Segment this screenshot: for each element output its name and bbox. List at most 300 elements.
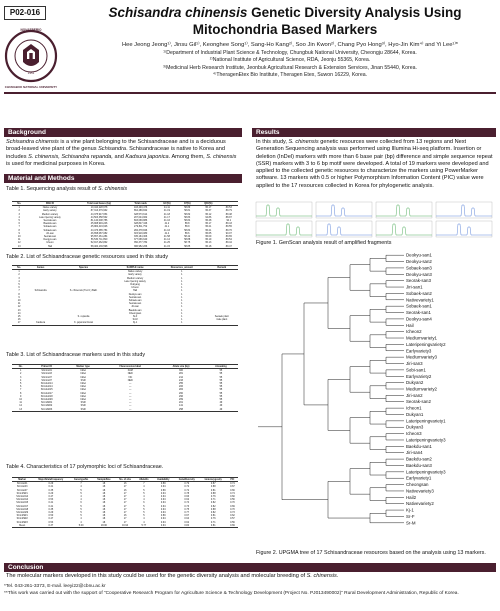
table-cell: 5.77 — [141, 523, 147, 527]
table-cell: 58.9 — [184, 225, 190, 229]
table-cell: 1 — [181, 305, 183, 309]
table-header-cell: Allele size (bp) — [172, 365, 190, 368]
table-cell: InDel — [80, 394, 86, 398]
tree-leaf-label: Sobi-san1 — [406, 367, 426, 373]
table-cell: 0.47 — [48, 517, 54, 521]
table-row — [12, 245, 238, 249]
table-cell: SCmitSR3 — [41, 407, 53, 411]
table-cell: 89.55 — [225, 225, 232, 229]
table-cell: 17 — [123, 495, 127, 499]
tree-leaf-label: Hail — [406, 322, 414, 328]
table-cell: 6 — [143, 501, 145, 505]
tree-leaf-label: Jiri-san1 — [406, 284, 423, 290]
table-cell: SCmito03 — [16, 485, 28, 489]
table-cell: 95.13 — [205, 241, 212, 245]
tree-leaf-label: Lateripeningvariety3 — [406, 437, 446, 443]
table-cell: 10 — [19, 398, 22, 402]
table-cell: 4 — [143, 485, 145, 489]
table-cell: 55 — [219, 375, 223, 379]
table-cell: 17 — [123, 501, 127, 505]
table-cell: 335,164,306 — [133, 235, 148, 239]
table-row — [12, 408, 238, 412]
table-cell: 95.37 — [205, 209, 212, 213]
table-cell: 45,908,949,246 — [90, 222, 108, 226]
table-cell: 10,444,228,678 — [90, 206, 108, 210]
text-span: is a vine plant belonging to the Schisandraceae and is a deciduous broad-leaved vine plant of the genus — [6, 139, 226, 153]
table-cell: InDel — [80, 385, 86, 389]
table-cell: 18 — [102, 511, 106, 515]
table-cell: 89.47 — [225, 244, 232, 248]
table-cell: Jiri-san — [131, 305, 139, 309]
table-cell: 44,476,385,784 — [90, 228, 108, 232]
table-cell: 377,066,640 — [133, 238, 148, 242]
polymorphic-loci-table — [12, 477, 238, 528]
genscan-panel — [316, 202, 372, 218]
table-cell: Jiri-san — [46, 231, 54, 235]
table1-caption — [6, 186, 242, 193]
table-cell: 12 — [19, 404, 22, 408]
table-cell: 10 — [17, 299, 21, 303]
table-cell: 1 — [181, 318, 183, 322]
table-cell: 18 — [102, 485, 106, 489]
table4-caption: Table 4. Characteristics of 17 polymorphic loci of Schisandraceae. — [6, 464, 164, 470]
table-cell: 4 — [143, 495, 145, 499]
table-cell: 89.65 — [225, 235, 232, 239]
table-cell: 52,917,262,862 — [90, 241, 108, 245]
results-text — [256, 139, 494, 190]
table-cell: 58.83 — [184, 215, 191, 219]
table-cell: 4 — [80, 495, 82, 499]
table-cell: 41.4 — [164, 231, 170, 235]
title-rest: Genetic Diversity Analysis Using Mitochondria Based Markers — [192, 5, 462, 37]
table-cell: 103,403,476 — [133, 206, 148, 210]
table-cell: 95.19 — [205, 238, 212, 242]
table-cell: InDel — [80, 398, 86, 402]
table-cell: 5 — [143, 504, 145, 508]
table-cell: 41.58 — [163, 235, 170, 239]
table-cell: 16 — [17, 318, 21, 322]
species-name: Kadsura japonica — [125, 153, 169, 160]
table-cell: 4 — [19, 378, 22, 382]
species-name: S. chinensis — [288, 139, 319, 145]
table-cell: 2 — [18, 273, 20, 277]
table-cell: 95.17 — [205, 222, 212, 226]
table-cell: 58.75 — [184, 241, 191, 245]
table-cell: SCmito01 — [41, 369, 52, 373]
table-cell: 89.44 — [225, 241, 232, 245]
table-cell: 0.89 — [160, 488, 166, 492]
table-cell: 58.84 — [184, 219, 191, 223]
table-cell: 0.70 — [230, 507, 235, 511]
tree-leaf-label: Dukyan1 — [406, 411, 424, 417]
table-cell: 0.53 — [48, 520, 54, 524]
table-cell: 56,530,711,890 — [90, 238, 108, 242]
table-cell: 45,984,419,626 — [90, 225, 108, 229]
text-span: . Schisandraceae is native to Korea and includes — [6, 146, 225, 160]
table-cell: 243 — [179, 378, 184, 382]
table-cell: 0.94 — [160, 495, 166, 499]
table-cell: 17 — [123, 511, 127, 515]
contact-footnote: *Tel. 043-261-3373, E-mail. leeyi22@cbnu.ac.kr — [4, 584, 106, 589]
table-cell: 0.79 — [184, 482, 190, 486]
table-cell: 0.67 — [230, 485, 235, 489]
table-cell: 55 — [219, 388, 223, 392]
tree-leaf-label: Seorak-san1 — [406, 310, 431, 316]
table-header-cell: Total reads — [134, 202, 147, 205]
affiliation-2: ²⁾National Institute of Agricultural Science, RDA, Jeonju 55365, Korea. — [209, 57, 371, 64]
table-cell: 14 — [17, 311, 21, 315]
table-cell: — — [129, 404, 132, 408]
table-cell: 328,847,346 — [133, 222, 148, 226]
table-cell: 0.69 — [230, 523, 235, 527]
table-cell: 7 — [19, 388, 22, 392]
table-cell: 55 — [219, 378, 223, 382]
table-cell: SCmito014 — [40, 382, 53, 386]
table-cell: Hail — [47, 244, 52, 248]
table-cell: 11 — [19, 401, 22, 405]
tree-leaf-label: Seorak-san3 — [406, 278, 431, 284]
text-span: and — [112, 153, 126, 160]
table-cell: 4 — [143, 517, 145, 521]
table-cell: 0.89 — [160, 514, 166, 518]
tree-leaf-label: Icheon3 — [406, 431, 422, 437]
table-header-cell: Primer ID — [41, 365, 52, 368]
table-cell: 95.18 — [205, 244, 212, 248]
table-cell: SCmito014 — [16, 498, 29, 502]
table-cell: 95.21 — [205, 225, 212, 229]
genscan-panel — [256, 221, 312, 237]
table-cell: 281 — [179, 372, 184, 376]
table-cell: 41.16 — [163, 228, 170, 232]
table-cell: SCmito014 — [16, 495, 29, 499]
table-cell: InDel — [80, 382, 86, 386]
tree-leaf-label: Lateripeningvariety1 — [406, 418, 446, 424]
table-cell: 328,573,614 — [133, 212, 148, 216]
header-divider — [4, 92, 496, 94]
table-cell: 6 — [18, 222, 20, 226]
table-cell: 58.8 — [184, 222, 190, 226]
table-cell: 1 — [181, 302, 183, 306]
table-cell: SCmito07 — [16, 488, 28, 492]
table-cell: 44,503,358,562 — [90, 215, 108, 219]
genscan-panel — [316, 221, 372, 237]
species-name: S. chinensis, Schisandra repanda, — [28, 153, 113, 160]
table-cell: 0.35 — [48, 507, 54, 511]
table-cell: 81,140,008,786 — [90, 219, 108, 223]
table-cell: 1 — [181, 295, 183, 299]
table-cell: 0.84 — [184, 523, 190, 527]
tree-leaf-label: Mediumvariety1 — [406, 335, 437, 341]
table-cell: 46,658,087,082 — [90, 231, 108, 235]
tree-leaf-label: Lateripeningvariety2 — [406, 341, 446, 347]
table-cell: 4 — [80, 520, 82, 524]
table-cell: 201 — [179, 401, 184, 405]
table-cell: 0.94 — [160, 501, 166, 505]
table-cell: Early variety — [128, 273, 142, 277]
table-cell: S. chinensis (Turcz.) Baill. — [69, 289, 98, 293]
table-header-cell: No. of obs — [119, 478, 131, 481]
table-cell: 17 — [123, 491, 127, 495]
table-cell: 6 — [18, 286, 20, 290]
tree-leaf-label: Sobaek-san2 — [406, 290, 432, 296]
table-cell: 13 — [17, 244, 21, 248]
table-cell: 58.6 — [184, 231, 190, 235]
table-cell: 18 — [102, 482, 106, 486]
table-cell: 141 — [179, 404, 184, 408]
table-cell: 17 — [123, 498, 127, 502]
table-cell: 4 — [80, 498, 82, 502]
funding-footnote: **This work was carried out with the support of “Cooperative Research Program for Agriculture Science & Technology Development (Project No. PJ013490002)” Rural Development Administration, Republic of Korea. — [4, 590, 459, 596]
table-cell: 0.41 — [48, 504, 54, 508]
table-cell: 88.97 — [225, 215, 232, 219]
table-cell: 0.56 — [230, 498, 235, 502]
table-cell: 58.42 — [184, 235, 191, 239]
table-cell: SCmitSR2 — [41, 404, 53, 408]
tree-leaf-label: Earlyvariety2 — [406, 373, 432, 379]
table-cell: 89.48 — [225, 212, 232, 216]
text-span: . — [336, 573, 339, 579]
tree-leaf-label: Jiri-san3 — [406, 361, 423, 367]
tree-leaf-label: Hail2 — [406, 494, 417, 500]
tree-leaf-label: Seorak-san2 — [406, 399, 431, 405]
table-cell: 350,377,782 — [133, 241, 148, 245]
table-cell: 284,378,846 — [133, 228, 148, 232]
table-cell: 95.21 — [205, 228, 212, 232]
table-cell: 212 — [179, 375, 184, 379]
table-cell: 1 — [181, 279, 183, 283]
table-cell: Late ripening variety — [39, 215, 61, 219]
table-cell: Baekdu-san — [43, 222, 57, 226]
table-cell — [205, 321, 238, 325]
table-cell: 55 — [219, 394, 223, 398]
table-cell: 41.18 — [163, 212, 170, 216]
table-cell: 5 — [143, 507, 145, 511]
table-cell: 18 — [102, 495, 106, 499]
affiliation-4: ⁴⁾TheragenEtex Bio Institute, Theragen Etex, Suwon 16229, Korea. — [212, 72, 368, 79]
background-text — [6, 139, 242, 168]
table-cell: Cheongsan — [128, 311, 142, 315]
table-cell: Late ripening variety — [124, 279, 146, 283]
table-cell: SCmito014 — [40, 385, 53, 389]
tree-leaf-label: Earlyvariety3 — [406, 348, 432, 354]
table-cell: 55 — [219, 391, 223, 395]
sequencing-table — [12, 201, 238, 249]
table-cell: 87,313,379,962 — [90, 209, 108, 213]
genscan-panel — [436, 221, 492, 237]
table-cell: 16 — [123, 482, 127, 486]
table-cell: 0.60 — [230, 495, 235, 499]
table-cell: — — [129, 382, 132, 386]
table-cell: Hail — [133, 289, 138, 293]
table-cell: 89.79 — [225, 209, 232, 213]
markers-table — [12, 364, 238, 412]
tree-leaf-label: Deokyu-san3 — [406, 271, 432, 277]
table-cell: 0.82 — [210, 511, 216, 515]
tree-leaf-label: Nativevariety3 — [406, 488, 434, 494]
table-cell: 18 — [102, 520, 106, 524]
tree-leaf-label: Icheon2 — [406, 329, 422, 335]
conclusion-heading: Conclusion — [4, 563, 496, 572]
table-cell: male plant — [216, 318, 228, 322]
table-cell: 41.15 — [163, 244, 170, 248]
table-cell: Seonak-san — [43, 219, 57, 223]
table-header-cell: Species — [79, 266, 89, 269]
table-cell: 0.35 — [48, 488, 54, 492]
table-header-cell: PIC — [230, 478, 235, 481]
table-cell: 4 — [80, 517, 82, 521]
table-cell: 95,657,461,284 — [90, 235, 108, 239]
table-cell: 0.94 — [160, 507, 166, 511]
table-cell: 0.71 — [210, 498, 216, 502]
table-cell: Baekdu-san — [128, 308, 142, 312]
table-cell: 0.82 — [210, 501, 216, 505]
table-header-cell: DNA ID — [45, 202, 55, 205]
table-cell: 5 — [18, 283, 20, 287]
table-header-cell: No. — [17, 266, 22, 269]
table-cell: 5 — [80, 488, 82, 492]
table-header-cell: Resources_amount — [170, 266, 193, 269]
table-cell: 0.76 — [210, 495, 216, 499]
table-cell: Seorak-san — [128, 302, 142, 306]
table-cell: 0.29 — [48, 491, 54, 495]
table-cell: 1 — [181, 308, 183, 312]
genscan-figure — [254, 200, 494, 238]
table-cell: 58.84 — [184, 228, 191, 232]
table-cell: 58.85 — [184, 244, 191, 248]
table-cell: Medium variety — [41, 212, 59, 216]
table-cell: 5 — [80, 507, 82, 511]
table-cell: SSR — [80, 401, 86, 405]
table-cell: 58.89 — [184, 206, 191, 210]
table-cell: 0.62 — [230, 514, 235, 518]
table-header-cell: Remark — [217, 266, 227, 269]
footnotes — [4, 584, 494, 597]
table-cell: 4 — [18, 279, 20, 283]
table-cell: 15 — [17, 315, 21, 319]
table-cell: 58.82 — [184, 212, 191, 216]
table-cell: 5 — [80, 511, 82, 515]
table-cell: 41.16 — [163, 219, 170, 223]
table-cell: 7 — [18, 289, 20, 293]
table-cell: Si-M — [132, 318, 138, 322]
table-row — [12, 321, 238, 325]
tree-leaf-label: Dukyan2 — [406, 380, 424, 386]
table-cell: 95.17 — [205, 206, 212, 210]
table-cell: S. repanda — [77, 315, 90, 319]
tree-leaf-label: Lateripeningvariety3 — [406, 469, 446, 475]
table-cell: InDel — [80, 375, 86, 379]
text-span: genetic resources were collected from 13 regions and Next Generation Sequencing analysis was performed using Illumina Hi-seq platform. Insertion or deletion (InDel) markers with more than 6 base pair (bp) difference and simple sequence repeat (SSR) markers with 3 to 6 bp motif were developed. A total of 19 markers were developed and applied to the collected genetic resources to characterize the markers using PowerMarker software. 13 markers with 0.5 or higher Polymorphism Information Content (PIC) value were applied to the 17 resources collected in Korea for phylogenetic analysis. — [256, 139, 493, 189]
table-cell: 0.74 — [230, 482, 235, 486]
table-cell: 5 — [80, 491, 82, 495]
table-cell: Icheon — [131, 286, 139, 290]
table-cell: SCmito018 — [16, 507, 29, 511]
table-cell: 803,069,886 — [133, 219, 148, 223]
table-cell: 7 — [80, 482, 82, 486]
table-cell: Kj-1 — [132, 321, 138, 325]
table-cell: 58.81 — [184, 209, 191, 213]
table-cell: 17 — [123, 485, 127, 489]
table-cell: 0.71 — [210, 520, 216, 524]
table2-caption: Table 2. List of Schisandraceae genetic resources used in this study — [6, 254, 169, 260]
table-cell: — — [129, 394, 132, 398]
table-cell: Kadsura — [36, 321, 46, 325]
tree-leaf-label: Icheon1 — [406, 405, 422, 411]
table-cell: SCmitSR1 — [16, 514, 28, 518]
table-cell: 1 — [18, 270, 20, 274]
table-header-cell: GeneDiversity — [178, 478, 195, 481]
table-cell: — — [129, 385, 132, 389]
table-header-cell: GenotypeNo — [73, 478, 89, 481]
table-cell: 1 — [181, 321, 183, 325]
table-cell: 8 — [18, 228, 20, 232]
table-cell: 284 — [179, 388, 184, 392]
table-cell: SSR — [80, 404, 86, 408]
table-cell: FAM — [127, 369, 133, 373]
tree-leaf-label: Baekdu-san2 — [406, 456, 432, 462]
table-header-cell: Marker type — [76, 365, 90, 368]
table-cell: 1 — [181, 315, 183, 319]
table-cell: 0.53 — [48, 498, 54, 502]
table-cell: 55 — [219, 372, 223, 376]
table-cell: — — [129, 391, 132, 395]
table-cell: 95.12 — [205, 212, 212, 216]
table-cell: 18.00 — [100, 523, 107, 527]
table-cell: 9 — [19, 394, 22, 398]
table-cell: 300 — [179, 369, 184, 373]
table-cell: SCmito029 — [40, 398, 53, 402]
table3-caption: Table 3. List of Schisandraceae markers used in this study — [6, 352, 146, 358]
table-cell: 0.72 — [184, 485, 190, 489]
table-cell: 0.62 — [184, 498, 190, 502]
table-cell: 2 — [18, 209, 20, 213]
table-header-cell: AlleleNo — [139, 478, 149, 481]
table-cell: SCmitSR1 — [41, 401, 53, 405]
genscan-panel — [436, 202, 492, 218]
table-cell: 864,489,842 — [133, 209, 148, 213]
table-cell: 41.19 — [163, 209, 170, 213]
table-cell: 0.94 — [160, 517, 166, 521]
table-cell: Native variety — [127, 270, 143, 274]
table-cell: 18 — [102, 498, 106, 502]
tree-leaf-label: Mediumvariety2 — [406, 386, 437, 392]
table-cell: 279,811,752 — [134, 225, 148, 229]
table-cell: SCmito07 — [41, 378, 52, 382]
tree-leaf-label: Deokyu-san1 — [406, 252, 432, 258]
table-cell: 0.69 — [230, 504, 235, 508]
university-seal-logo — [4, 22, 58, 90]
table-cell: 0.64 — [184, 517, 190, 521]
genscan-panel — [376, 202, 432, 218]
table-cell: 58.88 — [184, 238, 191, 242]
affiliation-1: ¹⁾Department of Industrial Plant Science & Technology, Chungbuk National University, Cheongju 28644, Korea. — [163, 49, 417, 56]
table-header-cell: Q30(%) — [204, 202, 213, 205]
table-cell: 1 — [181, 289, 183, 293]
figure1-caption: Figure 1. GenScan analysis result of amplified fragments — [256, 240, 392, 246]
poster-code: P02-016 — [4, 6, 46, 20]
table-cell: 55 — [219, 382, 223, 386]
affiliation-3: ³⁾Medicinal Herb Research Institute, Jeonbuk Agricultural Research & Extension Services, Jinan 55440, Korea. — [163, 64, 417, 71]
table-cell: 95.65 — [205, 231, 212, 235]
table-cell: 0.87 — [210, 482, 216, 486]
table-cell: Sobaek-san — [43, 225, 57, 229]
author-list: Hee Jeong Jeong¹⁾, Jinsu Gil¹⁾, Keonghee Song¹⁾, Sang-Ho Kang²⁾, Soo Jin Kwon²⁾, Chang Pyo Hong³⁾, Hyo-Jin Kim⁴⁾ and Yi Lee¹⁾* — [121, 42, 459, 48]
table-cell: 5.00 — [78, 523, 84, 527]
tree-leaf-label: Sr-M — [406, 520, 416, 526]
table-cell: 13 — [19, 407, 22, 411]
tree-leaf-label: Sobaek-san3 — [406, 265, 432, 271]
table-cell: 4 — [143, 520, 145, 524]
